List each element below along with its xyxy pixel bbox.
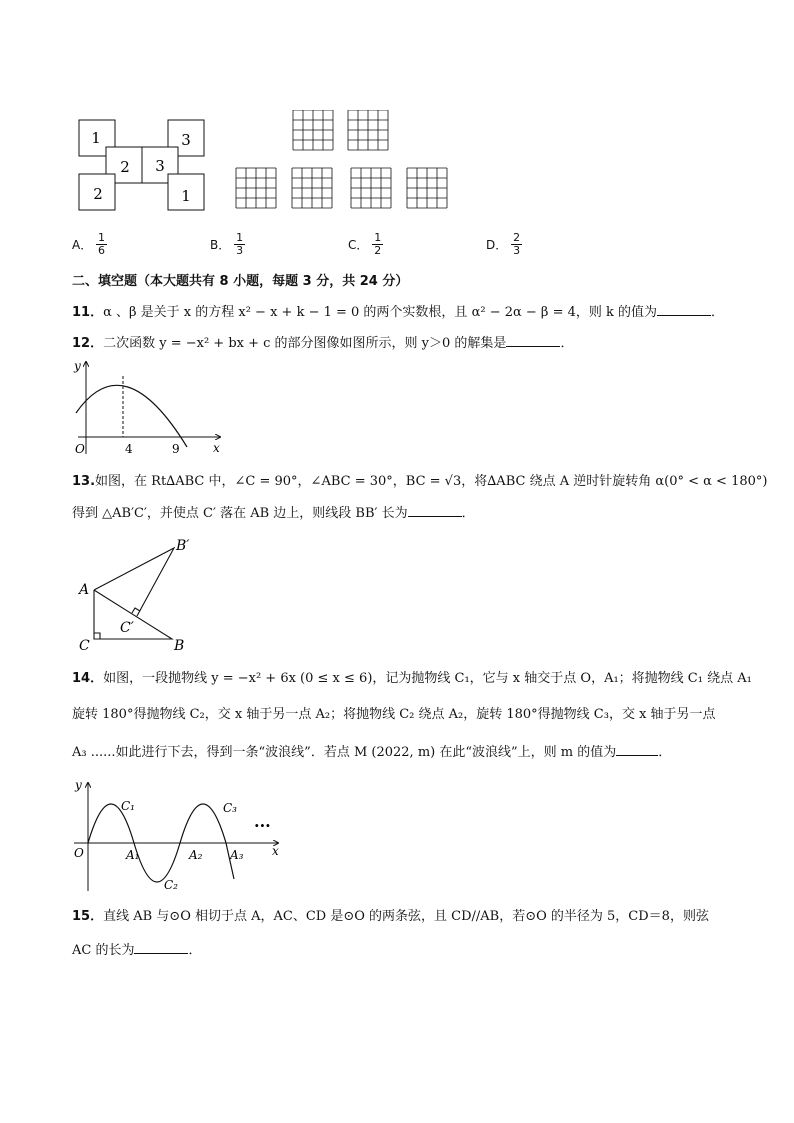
question-text: α 、β 是关于 x 的方程 x² − x + k − 1 = 0 的两个实数根，且 α² − 2α − β = 4，则 k 的值为 — [103, 305, 658, 320]
answer-blank[interactable] — [408, 516, 462, 517]
question-text: 直线 AB 与⊙O 相切于点 A，AC、CD 是⊙O 的两条弦，且 CD//AB，若⊙O 的半径为 5，CD＝8，则弦 — [103, 909, 709, 924]
option-fraction: $\frac{1}{6}$ — [98, 231, 106, 257]
label-b: B — [174, 638, 185, 654]
card-label: 2 — [93, 185, 103, 203]
label-c1: C₁ — [121, 799, 135, 813]
q13-triangle-figure — [70, 532, 210, 656]
option-label: C． — [348, 238, 369, 252]
question-end: ． — [461, 506, 475, 521]
card-label: 3 — [155, 157, 165, 175]
question-text: AC 的长为 — [72, 943, 135, 958]
origin-label: O — [75, 442, 85, 456]
option-a — [72, 232, 107, 257]
card-label: 2 — [120, 158, 130, 176]
label-c2: C₂ — [164, 878, 178, 892]
question-15-line2 — [72, 942, 201, 960]
grid-4x4 — [348, 110, 388, 150]
option-fraction: $\frac{1}{3}$ — [236, 231, 244, 257]
question-number: 13. — [72, 474, 96, 489]
origin-label: O — [74, 846, 84, 860]
question-12 — [72, 335, 573, 353]
q10-figure — [70, 110, 470, 215]
label-c-prime: C′ — [120, 620, 134, 636]
option-fraction: $\frac{2}{3}$ — [513, 231, 521, 257]
q12-parabola-figure — [70, 356, 230, 456]
option-c — [348, 232, 383, 257]
label-b-prime: B′ — [176, 538, 190, 554]
question-end: ． — [188, 943, 202, 958]
triangle-ab-prime-c-prime — [94, 548, 174, 616]
question-11 — [72, 304, 724, 322]
grid-4x4 — [236, 168, 276, 208]
question-text: 得到 △AB′C′，并使点 C′ 落在 AB 边上，则线段 BB′ 长为 — [72, 506, 408, 521]
question-text: 如图，一段抛物线 y = −x² + 6x (0 ≤ x ≤ 6)，记为抛物线 C₁，它与 x 轴交于点 O，A₁；将抛物线 C₁ 绕点 A₁ — [103, 671, 752, 686]
question-text: A₃ ......如此进行下去，得到一条“波浪线”．若点 M (2022, m) 在此“波浪线”上，则 m 的值为 — [72, 745, 617, 760]
answer-blank[interactable] — [506, 346, 560, 347]
question-13-line1 — [72, 473, 767, 491]
grid-4x4 — [351, 168, 391, 208]
answer-blank[interactable] — [657, 315, 711, 316]
option-label: A． — [72, 238, 93, 252]
question-number: 12． — [72, 336, 104, 351]
grid-4x4 — [407, 168, 447, 208]
label-a3: A₃ — [230, 848, 244, 862]
label-a2: A₂ — [189, 848, 203, 862]
label-a: A — [79, 582, 90, 598]
y-axis-label: y — [74, 359, 81, 373]
card-label: 1 — [181, 187, 191, 205]
grid-4x4 — [292, 168, 332, 208]
q14-wave-figure — [70, 775, 290, 895]
option-fraction: $\frac{1}{2}$ — [374, 231, 382, 257]
option-label: D． — [486, 238, 508, 252]
question-15-line1 — [72, 908, 709, 926]
label-a1: A₁ — [126, 848, 140, 862]
answer-blank[interactable] — [134, 953, 188, 954]
y-axis-label: y — [75, 778, 82, 792]
x-axis-label: x — [272, 844, 279, 858]
section-heading: 二、填空题（本大题共有 8 小题，每题 3 分，共 24 分） — [72, 274, 409, 289]
question-end: ． — [560, 336, 574, 351]
x-axis-label: x — [213, 441, 220, 455]
question-text: 旋转 180°得抛物线 C₂，交 x 轴于另一点 A₂；将抛物线 C₂ 绕点 A₂，旋转 180°得抛物线 C₃，交 x 轴于另一点 — [72, 707, 716, 722]
question-number: 14． — [72, 671, 104, 686]
continuation-dots: ··· — [254, 816, 271, 835]
option-label: B． — [210, 238, 231, 252]
grid-4x4 — [293, 110, 333, 150]
question-text: 二次函数 y = −x² + bx + c 的部分图像如图所示，则 y＞0 的解集是 — [103, 336, 507, 351]
option-b — [210, 232, 245, 257]
question-end: ． — [658, 745, 672, 760]
question-14-line3 — [72, 744, 671, 762]
answer-blank[interactable] — [616, 755, 658, 756]
tick-label-4: 4 — [125, 442, 133, 456]
label-c3: C₃ — [223, 801, 237, 815]
card-label: 1 — [91, 129, 101, 147]
option-d — [486, 232, 522, 257]
question-14-line1 — [72, 670, 752, 688]
question-text: 如图，在 Rt∆ABC 中，∠C = 90°，∠ABC = 30°，BC = √3，将∆ABC 绕点 A 逆时针旋转角 α(0° < α < 180°) — [95, 474, 768, 489]
question-number: 11． — [72, 305, 104, 320]
tick-label-9: 9 — [172, 442, 180, 456]
question-end: ． — [711, 305, 725, 320]
question-14-line2 — [72, 706, 716, 724]
question-13-line2 — [72, 505, 475, 523]
right-angle-mark-c — [94, 633, 100, 639]
card-label: 3 — [181, 131, 191, 149]
label-c: C — [79, 638, 90, 654]
question-number: 15． — [72, 909, 104, 924]
parabola-curve — [76, 385, 187, 447]
grid-group — [236, 110, 447, 208]
